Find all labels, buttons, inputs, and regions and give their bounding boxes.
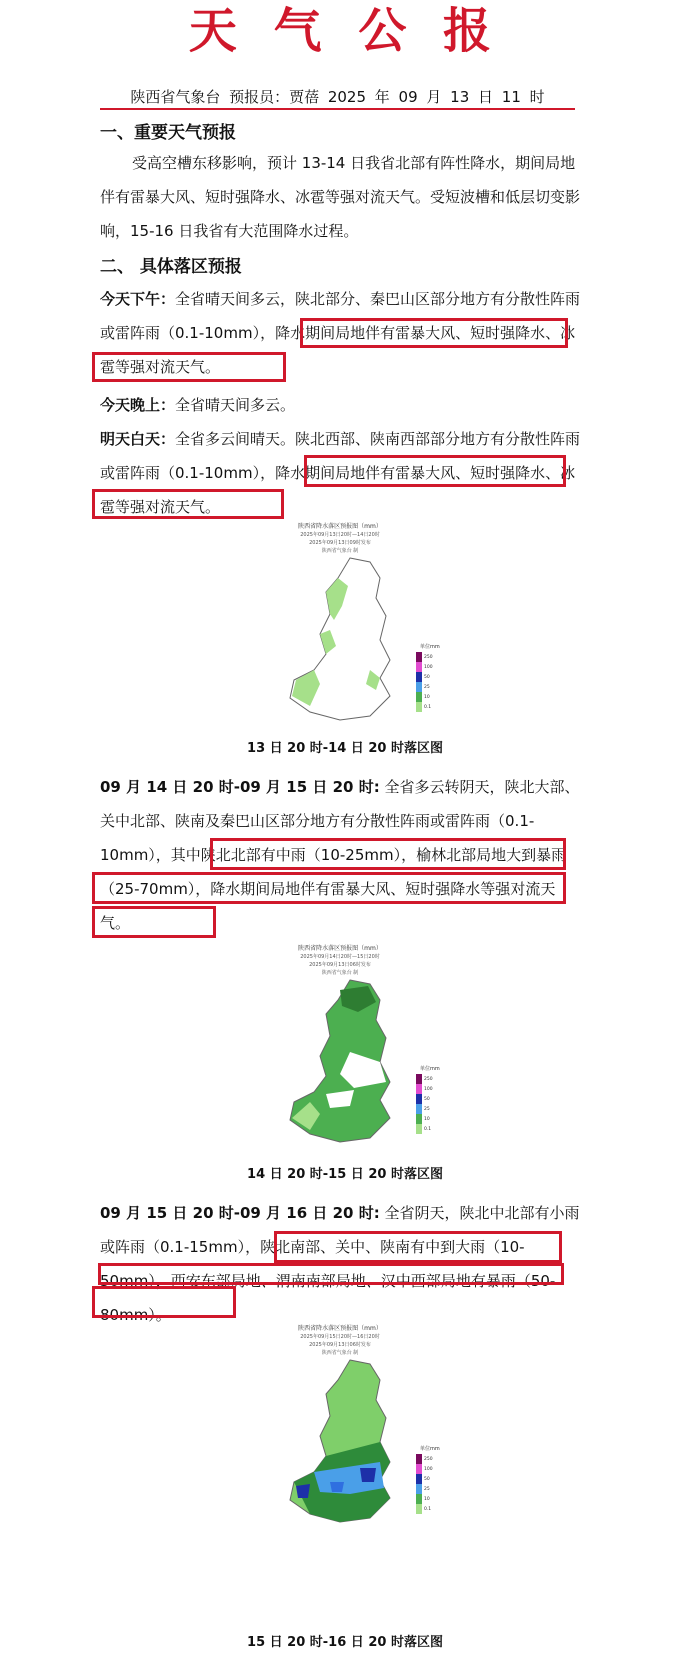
legend-value: 0.1 [424, 705, 432, 710]
forecast-text: 全省晴天间多云，陕北部分、秦巴山区部分地方有分散性阵雨或雷阵雨（0.1-10mm），降水期间局地伴有雷暴大风、短时强降水、冰雹等强对流天气。 [100, 290, 581, 376]
legend-title: 单位mm [420, 644, 440, 650]
legend-value: 25 [424, 1107, 430, 1112]
forecast-text: 全省多云转阴天，陕北大部、关中北部、陕南及秦巴山区部分地方有分散性阵雨或雷阵雨（0.1-10mm），其中陕北北部有中雨（10-25mm），榆林北部局地大到暴雨（25-70mm），降水期间局地伴有雷暴大风、短时强降水等强对流天气。 [100, 778, 580, 932]
map-header-text: 2025年09月13日06时发布 [309, 962, 371, 968]
rain-forecast-map-1 [230, 520, 450, 730]
legend-value: 10 [424, 1497, 430, 1502]
forecast-this-afternoon [100, 282, 582, 384]
legend-value: 100 [424, 1087, 433, 1092]
legend-swatch [416, 1484, 422, 1494]
forecast-tonight [100, 388, 582, 422]
legend-value: 100 [424, 1467, 433, 1472]
map-caption-3: 15 日 20 时-16 日 20 时落区图 [247, 1635, 443, 1650]
legend-value: 250 [424, 1077, 433, 1082]
map-header-text: 陕西省气象台 制 [321, 970, 359, 976]
legend-value: 0.1 [424, 1127, 432, 1132]
legend-swatch [416, 662, 422, 672]
forecast-sep14-15 [100, 770, 582, 940]
legend-value: 10 [424, 695, 430, 700]
legend-swatch [416, 1504, 422, 1514]
legend-swatch [416, 692, 422, 702]
legend-value: 50 [424, 1477, 430, 1482]
legend-title: 单位mm [420, 1446, 440, 1452]
legend-value: 250 [424, 1457, 433, 1462]
document-title: 天 气 公 报 [188, 3, 502, 59]
map-header-text: 陕西省降水落区预报图（mm） [298, 523, 382, 530]
forecast-text: 全省晴天间多云。 [175, 396, 296, 414]
rain-forecast-map-3 [230, 1322, 450, 1532]
forecast-sep15-16 [100, 1196, 582, 1332]
legend-swatch [416, 1124, 422, 1134]
legend-value: 50 [424, 1097, 430, 1102]
map-header-text: 2025年09月15日20时—16日20时 [300, 1334, 380, 1340]
legend-swatch [416, 1454, 422, 1464]
section1-paragraph: 受高空槽东移影响，预计 13-14 日我省北部有阵性降水，期间局地伴有雷暴大风、短时强降水、冰雹等强对流天气。受短波槽和低层切变影响，15-16 日我省有大范围降水过程。 [100, 154, 581, 240]
legend-swatch [416, 1074, 422, 1084]
rain-forecast-map-2 [230, 942, 450, 1152]
map-graphic [230, 520, 450, 730]
legend-value: 50 [424, 675, 430, 680]
section-heading-2: 二、 具体落区预报 [100, 257, 242, 277]
legend-swatch [416, 1104, 422, 1114]
map-graphic [230, 942, 450, 1152]
map-header-text: 2025年09月13日09时发布 [309, 540, 371, 546]
legend-title: 单位mm [420, 1066, 440, 1072]
map-header-text: 陕西省气象台 制 [321, 548, 359, 554]
legend-swatch [416, 682, 422, 692]
rain-area [360, 1468, 376, 1482]
legend-swatch [416, 1474, 422, 1484]
legend-swatch [416, 1084, 422, 1094]
forecast-text: 全省多云间晴天。陕北西部、陕南西部部分地方有分散性阵雨或雷阵雨（0.1-10mm），降水期间局地伴有雷暴大风、短时强降水、冰雹等强对流天气。 [100, 430, 581, 516]
forecast-tomorrow-day [100, 422, 582, 524]
forecast-lead: 今天晚上： [100, 396, 176, 414]
legend-swatch [416, 672, 422, 682]
map-caption-1: 13 日 20 时-14 日 20 时落区图 [247, 741, 443, 756]
map-caption-2: 14 日 20 时-15 日 20 时落区图 [247, 1167, 443, 1182]
legend-value: 25 [424, 685, 430, 690]
map-graphic [230, 1322, 450, 1532]
legend-swatch [416, 702, 422, 712]
map-header-text: 2025年09月14日20时—15日20时 [300, 954, 380, 960]
legend-swatch [416, 1494, 422, 1504]
legend-value: 0.1 [424, 1507, 432, 1512]
map-legend [416, 1445, 440, 1514]
forecast-text: 全省阴天，陕北中北部有小雨或阵雨（0.1-15mm），陕北南部、关中、陕南有中到大雨（10-50mm），西安东部局地、渭南南部局地、汉中西部局地有暴雨（50-80mm）。 [100, 1204, 580, 1324]
rain-area [330, 1482, 344, 1492]
issuer-line: 陕西省气象台 预报员：贾蓓 2025 年 09 月 13 日 11 时 [100, 86, 575, 110]
section-heading-1: 一、重要天气预报 [100, 123, 236, 143]
map-legend [416, 1065, 440, 1134]
map-header-text: 陕西省气象台 制 [321, 1350, 359, 1356]
forecast-lead: 今天下午： [100, 290, 176, 308]
forecast-lead: 09 月 15 日 20 时-09 月 16 日 20 时: [100, 1204, 380, 1222]
map-header-text: 陕西省降水落区预报图（mm） [298, 1325, 382, 1332]
forecast-lead: 明天白天： [100, 430, 176, 448]
legend-swatch [416, 652, 422, 662]
map-header-text: 2025年09月13日06时发布 [309, 1342, 371, 1348]
rain-area [296, 1484, 310, 1498]
legend-swatch [416, 1464, 422, 1474]
legend-value: 10 [424, 1117, 430, 1122]
legend-value: 250 [424, 655, 433, 660]
legend-value: 100 [424, 665, 433, 670]
forecast-lead: 09 月 14 日 20 时-09 月 15 日 20 时: [100, 778, 380, 796]
legend-value: 25 [424, 1487, 430, 1492]
legend-swatch [416, 1114, 422, 1124]
map-header-text: 陕西省降水落区预报图（mm） [298, 945, 382, 952]
map-header-text: 2025年09月13日20时—14日20时 [300, 532, 380, 538]
map-legend [416, 643, 440, 712]
legend-swatch [416, 1094, 422, 1104]
